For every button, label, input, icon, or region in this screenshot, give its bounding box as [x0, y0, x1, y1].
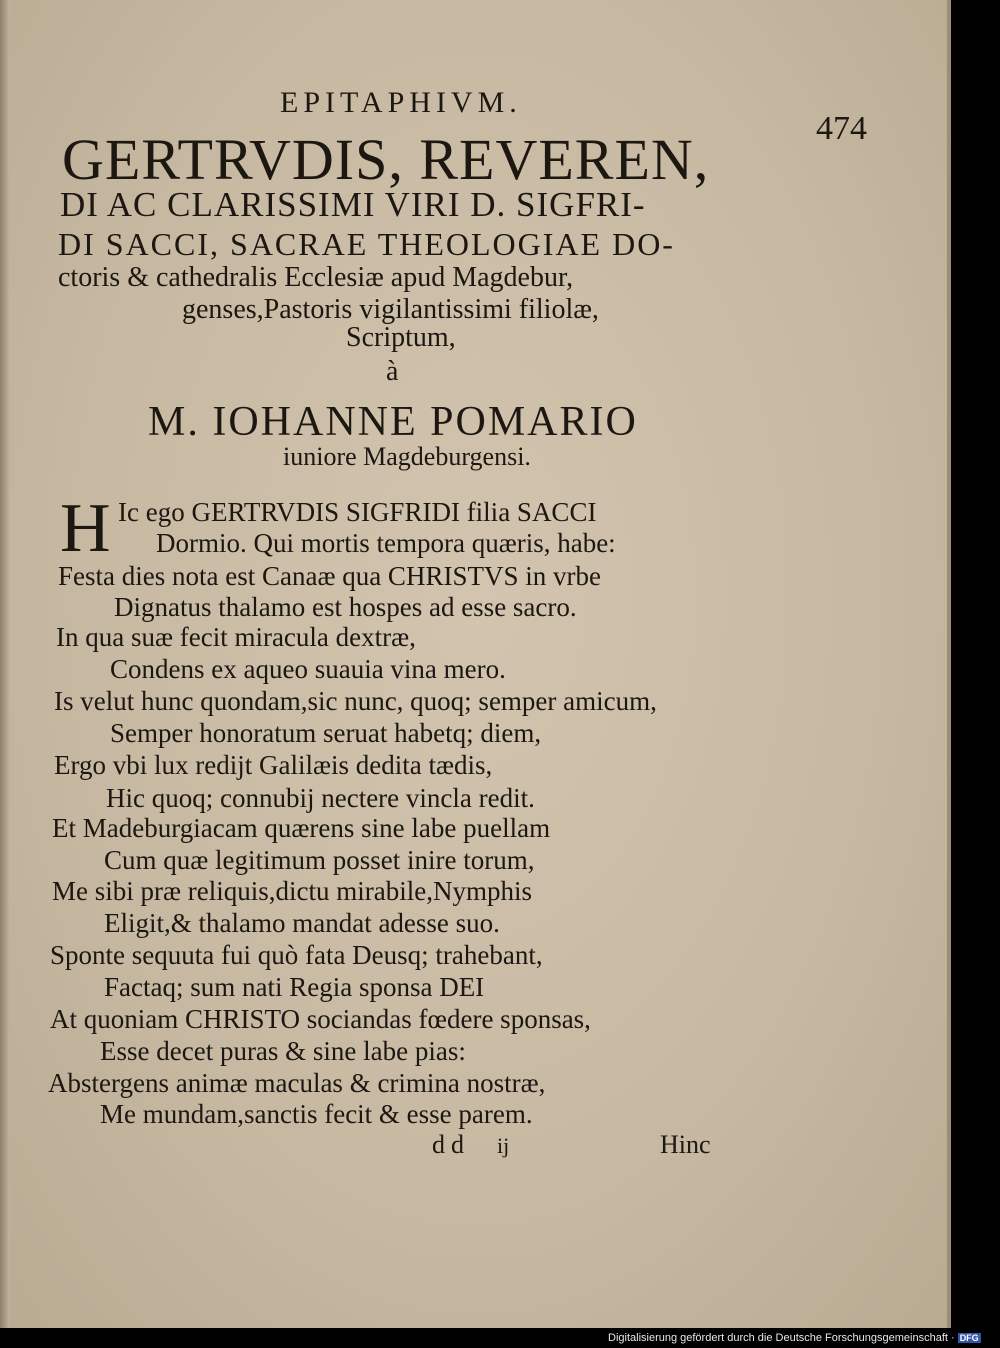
verse-line: Factaq; sum nati Regia sponsa DEI	[104, 972, 485, 1002]
author-origin: iuniore Magdeburgensi.	[283, 442, 531, 471]
author-name: M. IOHANNE POMARIO	[148, 399, 638, 445]
verse-line: Et Madeburgiacam quærens sine labe puellam	[52, 813, 551, 843]
verse-line: Festa dies nota est Canaæ qua CHRISTVS in vrbe	[58, 561, 601, 591]
title-line-7: à	[386, 356, 399, 387]
title-line-6: Scriptum,	[346, 322, 456, 353]
verse-line: Dormio. Qui mortis tempora quæris, habe:	[156, 528, 616, 558]
heading-epitaphium: EPITAPHIVM.	[280, 86, 522, 119]
verse-line: In qua suæ fecit miracula dextræ,	[56, 622, 416, 652]
verse-line: Me mundam,sanctis fecit & esse parem.	[100, 1099, 533, 1129]
title-line-1: GERTRVDIS, REVEREN,	[62, 127, 710, 192]
verse-line: Semper honoratum seruat habetq; diem,	[110, 718, 542, 748]
title-line-2: DI AC CLARISSIMI VIRI D. SIGFRI-	[60, 185, 646, 224]
verse-line: Hic quoq; connubij nectere vincla redit.	[106, 783, 535, 813]
title-line-3: DI SACCI, SACRAE THEOLOGIAE DO-	[58, 226, 675, 262]
verse-line: Abstergens animæ maculas & crimina nostræ,	[48, 1068, 546, 1098]
catchword: Hinc	[660, 1130, 711, 1159]
signature-number: ij	[497, 1133, 510, 1158]
page-right-edge	[947, 0, 951, 1328]
verse-line: Ic ego GERTRVDIS SIGFRIDI filia SACCI	[118, 497, 597, 527]
verse-line: Cum quæ legitimum posset inire torum,	[104, 845, 535, 875]
dfg-logo[interactable]: DFG	[959, 1333, 979, 1344]
funding-footer	[608, 1332, 981, 1344]
verse-line: Ergo vbi lux redijt Galilæis dedita tædis,	[54, 750, 493, 780]
verse-line: Eligit,& thalamo mandat adesse suo.	[104, 908, 500, 938]
verse-line: Dignatus thalamo est hospes ad esse sacro.	[114, 592, 577, 622]
drop-cap: H	[60, 490, 111, 567]
verse-line: Condens ex aqueo suauia vina mero.	[110, 654, 506, 684]
verse-line: Esse decet puras & sine labe pias:	[100, 1036, 466, 1066]
verse-line: Sponte sequuta fui quò fata Deusq; trahebant,	[50, 940, 543, 970]
page-binding-edge	[0, 0, 10, 1328]
signature-mark: dd	[432, 1130, 470, 1159]
verse-line: Me sibi præ reliquis,dictu mirabile,Nymphis	[52, 876, 532, 906]
verse-line: Is velut hunc quondam,sic nunc, quoq; semper amicum,	[54, 686, 657, 716]
title-line-5: genses,Pastoris vigilantissimi filiolæ,	[182, 294, 599, 325]
title-line-4: ctoris & cathedralis Ecclesiæ apud Magdebur,	[58, 262, 574, 293]
page-number: 474	[816, 110, 867, 147]
footer-text: Digitalisierung gefördert durch die Deutsche Forschungsgemeinschaft ·	[608, 1332, 955, 1344]
verse-line: At quoniam CHRISTO sociandas fœdere sponsas,	[50, 1004, 591, 1034]
